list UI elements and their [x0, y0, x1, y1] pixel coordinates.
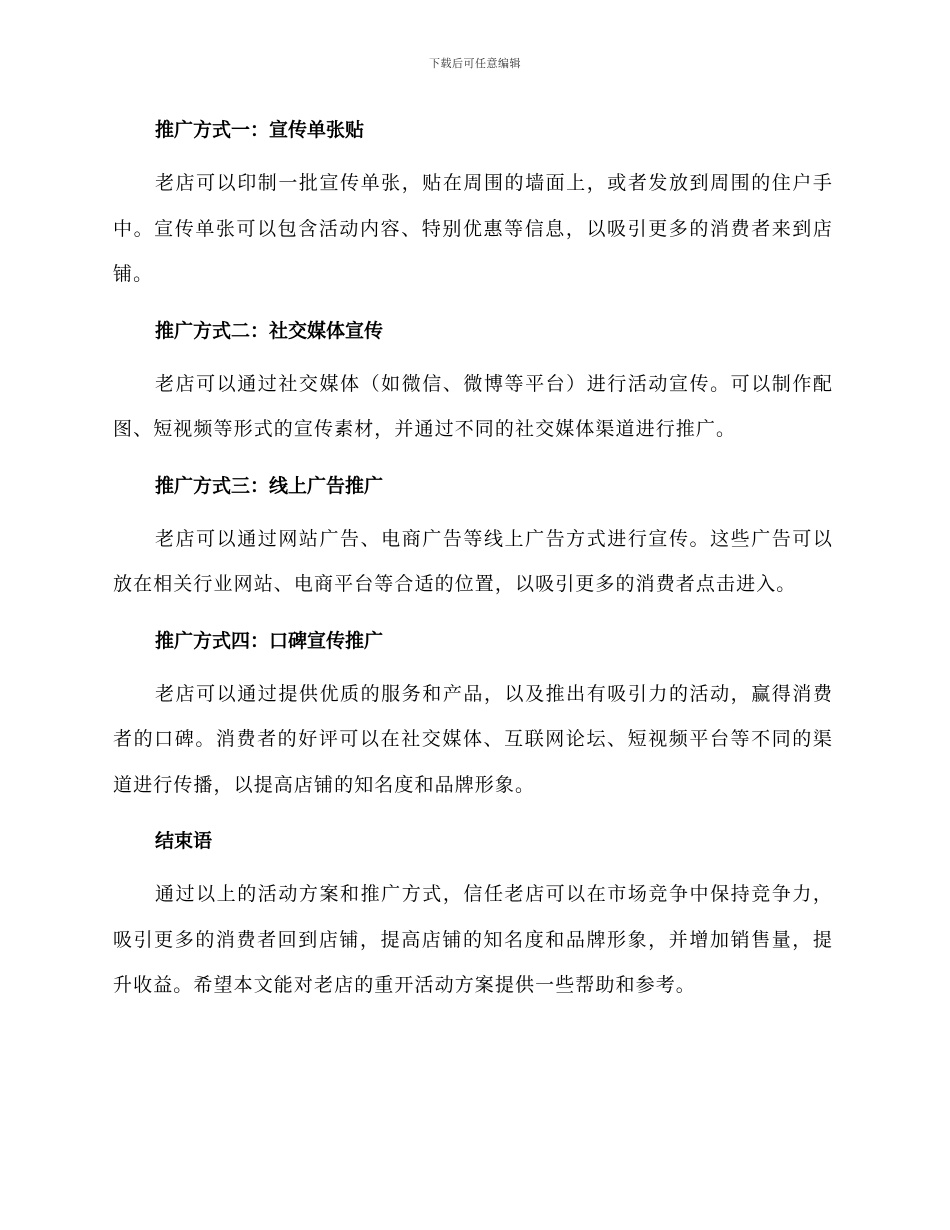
section-paragraph: 老店可以通过提供优质的服务和产品，以及推出有吸引力的活动，赢得消费者的口碑。消费者的好评可以在社交媒体、互联网论坛、短视频平台等不同的渠道进行传播，以提高店铺的知名度和品牌形象。: [113, 682, 833, 796]
section-flyer: [113, 107, 833, 298]
section-word-of-mouth: [113, 618, 833, 809]
section-paragraph: 老店可以通过社交媒体（如微信、微博等平台）进行活动宣传。可以制作配图、短视频等形式的宣传素材，并通过不同的社交媒体渠道进行推广。: [113, 372, 833, 440]
page-header-note: 下载后可任意编辑: [429, 57, 521, 70]
section-online-ads: [113, 463, 833, 608]
section-heading: 推广方式一：宣传单张贴: [155, 119, 365, 141]
document-body: [113, 107, 833, 1019]
section-paragraph: 老店可以印制一批宣传单张，贴在周围的墙面上，或者发放到周围的住户手中。宣传单张可以包含活动内容、特别优惠等信息，以吸引更多的消费者来到店铺。: [113, 172, 833, 285]
section-conclusion: [113, 818, 833, 1009]
section-heading: 推广方式四：口碑宣传推广: [155, 629, 384, 652]
section-social-media: [113, 308, 833, 453]
section-heading: 推广方式三：线上广告推广: [155, 474, 384, 497]
section-heading: 结束语: [155, 830, 213, 852]
section-paragraph: 通过以上的活动方案和推广方式，信任老店可以在市场竞争中保持竞争力，吸引更多的消费者回到店铺，提高店铺的知名度和品牌形象，并增加销售量，提升收益。希望本文能对老店的重开活动方案提供一些帮助和参考。: [113, 883, 833, 996]
section-heading: 推广方式二：社交媒体宣传: [155, 319, 384, 342]
section-paragraph: 老店可以通过网站广告、电商广告等线上广告方式进行宣传。这些广告可以放在相关行业网站、电商平台等合适的位置，以吸引更多的消费者点击进入。: [113, 527, 833, 595]
